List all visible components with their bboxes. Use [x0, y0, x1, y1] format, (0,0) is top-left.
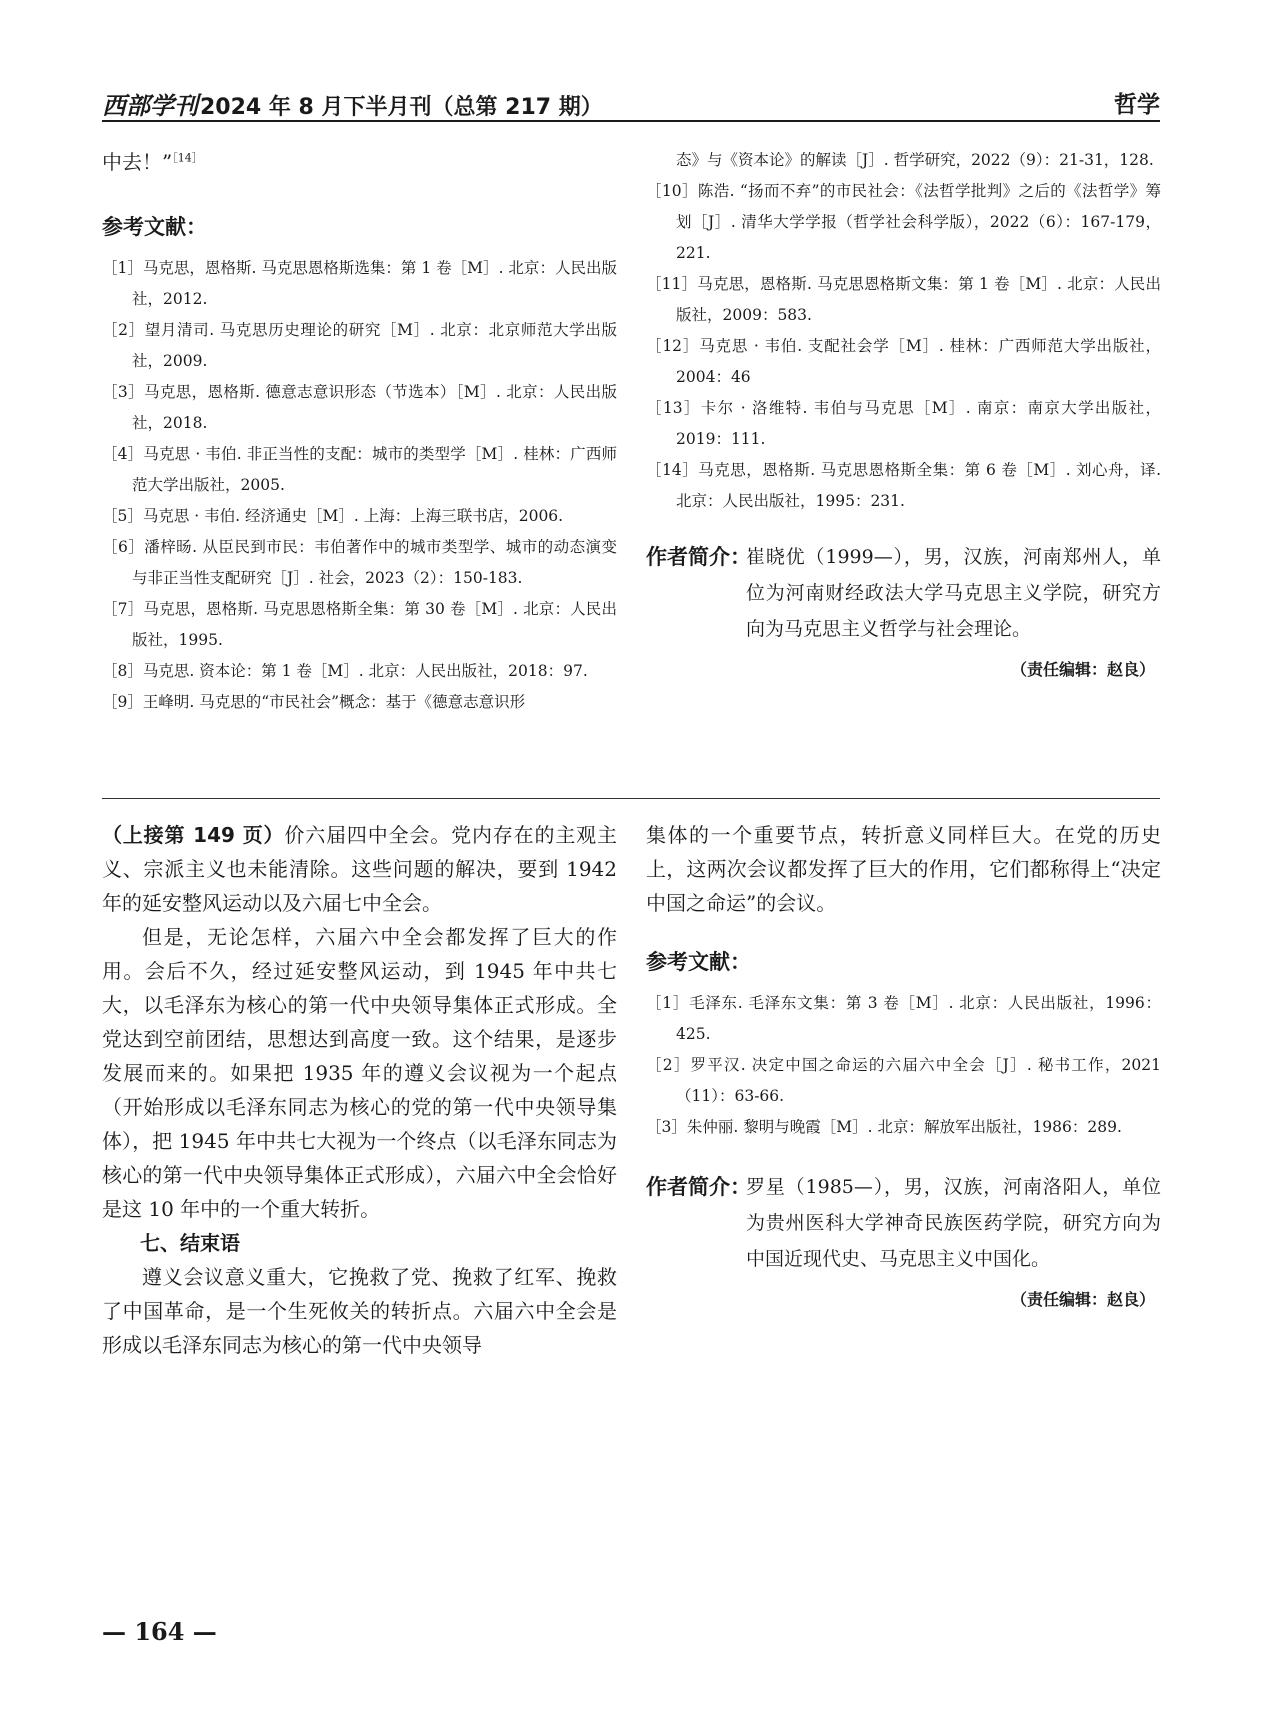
journal-logo: 西部学刊	[102, 91, 198, 120]
reference-item: ［3］朱仲丽. 黎明与晚霞［M］. 北京：解放军出版社，1986：289.	[646, 1118, 1122, 1136]
bottom-right-column	[646, 818, 1161, 1310]
reference-continuation: 态》与《资本论》的解读［J］. 哲学研究，2022（9）：21-31，128.	[676, 151, 1154, 169]
paragraph-text: 价六届四中全会。党内存在的主观主义、宗派主义也未能清除。这些问题的解决，要到 1942 年的延安整风运动以及六届七中全会。	[102, 823, 618, 915]
reference-item: ［2］罗平汉. 决定中国之命运的六届六中全会［J］. 秘书工作，2021（11）：63-66.	[646, 1056, 1161, 1105]
reference-item: ［7］马克思，恩格斯. 马克思恩格斯全集：第 30 卷［M］. 北京：人民出版社，1995.	[102, 600, 617, 649]
paragraph: 遵义会议意义重大，它挽救了党、挽救了红军、挽救了中国革命，是一个生死攸关的转折点。六届六中全会是形成以毛泽东同志为核心的第一代中央领导	[102, 1265, 617, 1357]
continued-from-label: （上接第 149 页）	[102, 823, 285, 847]
author-bio-label: 作者简介：	[646, 545, 751, 569]
reference-list	[646, 988, 1161, 1143]
reference-item: ［1］马克思，恩格斯. 马克思恩格斯选集：第 1 卷［M］. 北京：人民出版社，2012.	[102, 259, 617, 308]
reference-list	[102, 253, 617, 718]
reference-item: ［9］王峰明. 马克思的“市民社会”概念：基于《德意志意识形	[102, 693, 526, 711]
top-left-column	[102, 145, 617, 718]
header-rule	[102, 120, 1160, 122]
reference-item: ［4］马克思 · 韦伯. 非正当性的支配：城市的类型学［M］. 桂林：广西师范大学出版社，2005.	[102, 445, 617, 494]
references-heading: 参考文献：	[102, 215, 207, 239]
reference-item: ［10］陈浩. “扬而不弃”的市民社会：《法哲学批判》之后的《法哲学》筹划［J］. 清华大学学报（哲学社会科学版），2022（6）：167-179，221.	[646, 182, 1161, 262]
issue-info: 2024 年 8 月下半月刊（总第 217 期）	[200, 95, 603, 120]
paragraph	[102, 818, 617, 920]
reference-item: ［12］马克思 · 韦伯. 支配社会学［M］. 桂林：广西师范大学出版社，2004：46	[646, 337, 1161, 386]
author-bio	[646, 1169, 1161, 1277]
carry-over-text	[102, 145, 617, 179]
paragraph: 集体的一个重要节点，转折意义同样巨大。在党的历史上，这两次会议都发挥了巨大的作用，它们都称得上“决定中国之命运”的会议。	[646, 823, 1161, 915]
reference-item: ［2］望月清司. 马克思历史理论的研究［M］. 北京：北京师范大学出版社，2009.	[102, 321, 617, 370]
reference-item: ［3］马克思，恩格斯. 德意志意识形态（节选本）［M］. 北京：人民出版社，2018.	[102, 383, 617, 432]
reference-item: ［8］马克思. 资本论：第 1 卷［M］. 北京：人民出版社，2018：97.	[102, 662, 588, 680]
top-right-column	[646, 145, 1161, 680]
running-header	[102, 86, 1160, 126]
reference-item: ［5］马克思 · 韦伯. 经济通史［M］. 上海：上海三联书店，2006.	[102, 507, 564, 525]
citation-marker: ［14］	[172, 151, 203, 165]
reference-item: ［13］卡尔 · 洛维特. 韦伯与马克思［M］. 南京：南京大学出版社，2019：111.	[646, 399, 1161, 448]
reference-item: ［6］潘梓旸. 从臣民到市民：韦伯著作中的城市类型学、城市的动态演变与非正当性支配研究［J］. 社会，2023（2）：150-183.	[102, 538, 617, 587]
author-bio	[646, 539, 1161, 647]
reference-item: ［1］毛泽东. 毛泽东文集：第 3 卷［M］. 北京：人民出版社，1996：425.	[646, 994, 1161, 1043]
author-bio-text: 崔晓优（1999—），男，汉族，河南郑州人，单位为河南财经政法大学马克思主义学院，研究方向为马克思主义哲学与社会理论。	[746, 546, 1161, 640]
section-heading: 七、结束语	[140, 1231, 240, 1255]
responsible-editor: （责任编辑：赵良）	[1010, 660, 1155, 679]
journal-issue-line	[102, 86, 603, 121]
responsible-editor: （责任编辑：赵良）	[1010, 1290, 1155, 1309]
bottom-left-column	[102, 818, 617, 1362]
author-bio-label: 作者简介：	[646, 1175, 751, 1199]
reference-item: ［11］马克思，恩格斯. 马克思恩格斯文集：第 1 卷［M］. 北京：人民出版社，2009：583.	[646, 275, 1161, 324]
carry-text: 中去！”	[102, 150, 173, 174]
paragraph: 但是，无论怎样，六届六中全会都发挥了巨大的作用。会后不久，经过延安整风运动，到 1945 年中共七大，以毛泽东为核心的第一代中央领导集体正式形成。全党达到空前团结，思想达到高度一致。这个结果，是逐步发展而来的。如果把 1935 年的遵义会议视为一个起点（开始形成以毛泽东同志为核心的党的第一代中央领导集体），把 1945 年中共七大视为一个终点（以毛泽东同志为核心的第一代中央领导集体正式形成），六届六中全会恰好是这 10 年中的一个重大转折。	[102, 925, 617, 1221]
author-bio-text: 罗星（1985—），男，汉族，河南洛阳人，单位为贵州医科大学神奇民族医药学院，研究方向为中国近现代史、马克思主义中国化。	[746, 1176, 1161, 1270]
section-label: 哲学	[1114, 92, 1160, 118]
references-heading: 参考文献：	[646, 950, 751, 974]
article-divider	[102, 798, 1160, 799]
reference-list-continued	[646, 145, 1161, 517]
reference-item: ［14］马克思，恩格斯. 马克思恩格斯全集：第 6 卷［M］. 刘心舟，译. 北京：人民出版社，1995：231.	[646, 461, 1161, 510]
page-number: — 164 —	[102, 1617, 217, 1646]
